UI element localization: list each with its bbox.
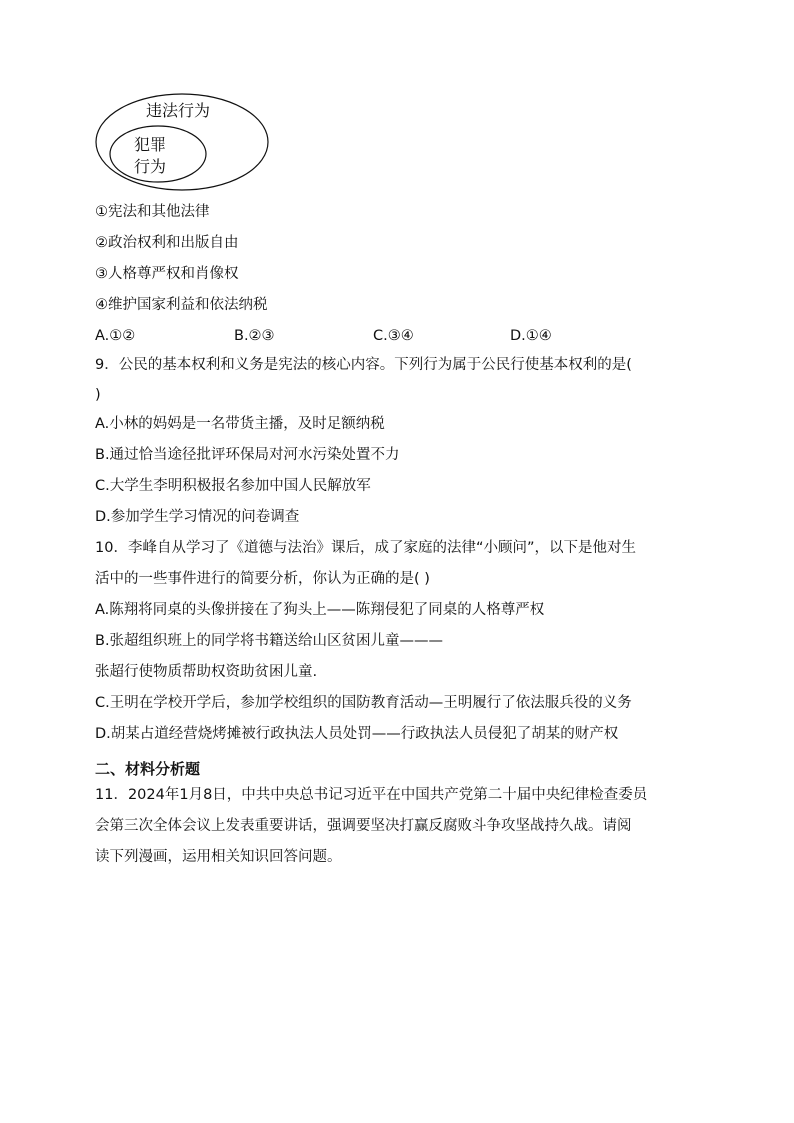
q10-stem-line1: 10．李峰自从学习了《道德与法治》课后，成了家庭的法律“小顾问”，以下是他对生 xyxy=(95,540,636,556)
q10-option-d: D.胡某占道经营烧烤摊被行政执法人员处罚——行政执法人员侵犯了胡某的财产权 xyxy=(95,726,619,742)
q11-line3: 读下列漫画，运用相关知识回答问题。 xyxy=(95,849,342,865)
violation-crime-diagram xyxy=(94,92,270,192)
q9-option-c: C.大学生李明积极报名参加中国人民解放军 xyxy=(95,478,371,494)
q8-item-1: ①宪法和其他法律 xyxy=(95,204,210,220)
inner-label-line1: 犯罪 xyxy=(133,135,166,154)
q10-option-c: C.王明在学校开学后，参加学校组织的国防教育活动—王明履行了依法服兵役的义务 xyxy=(95,695,632,711)
q8-item-2: ②政治权利和出版自由 xyxy=(95,235,239,251)
q9-option-d: D.参加学生学习情况的问卷调查 xyxy=(95,509,300,525)
q8-options xyxy=(95,326,695,346)
q11-line2: 会第三次全体会议上发表重要讲话，强调要坚决打赢反腐败斗争攻坚战持久战。请阅 xyxy=(95,818,632,834)
q9-stem-line1: 9．公民的基本权利和义务是宪法的核心内容。下列行为属于公民行使基本权利的是( xyxy=(95,357,632,373)
q8-option-d: D.①④ xyxy=(510,328,552,344)
q9-stem-line2: ) xyxy=(95,387,101,403)
q8-item-4: ④维护国家利益和依法纳税 xyxy=(95,297,268,313)
outer-ellipse-label: 违法行为 xyxy=(146,101,211,120)
section-title-material-analysis: 二、材料分析题 xyxy=(95,760,201,778)
q10-option-b: B.张超组织班上的同学将书籍送给山区贫困儿童——— xyxy=(95,633,444,649)
q10-stem-line2: 活中的一些事件进行的简要分析，你认为正确的是( ) xyxy=(95,571,430,587)
inner-ellipse-label xyxy=(132,134,168,178)
q8-option-c: C.③④ xyxy=(373,328,414,344)
q10-option-a: A.陈翔将同桌的头像拼接在了狗头上——陈翔侵犯了同桌的人格尊严权 xyxy=(95,602,545,618)
q8-option-b: B.②③ xyxy=(234,328,275,344)
inner-label-line2: 行为 xyxy=(133,157,166,176)
q10-option-b-cont: 张超行使物质帮助权资助贫困儿童. xyxy=(95,664,318,680)
q9-option-b: B.通过恰当途径批评环保局对河水污染处置不力 xyxy=(95,447,400,463)
q8-item-3: ③人格尊严权和肖像权 xyxy=(95,266,239,282)
q9-option-a: A.小林的妈妈是一名带货主播，及时足额纳税 xyxy=(95,416,385,432)
q11-line1: 11．2024年1月8日，中共中央总书记习近平在中国共产党第二十届中央纪律检查委员 xyxy=(95,787,648,803)
q8-option-a: A.①② xyxy=(95,328,136,344)
